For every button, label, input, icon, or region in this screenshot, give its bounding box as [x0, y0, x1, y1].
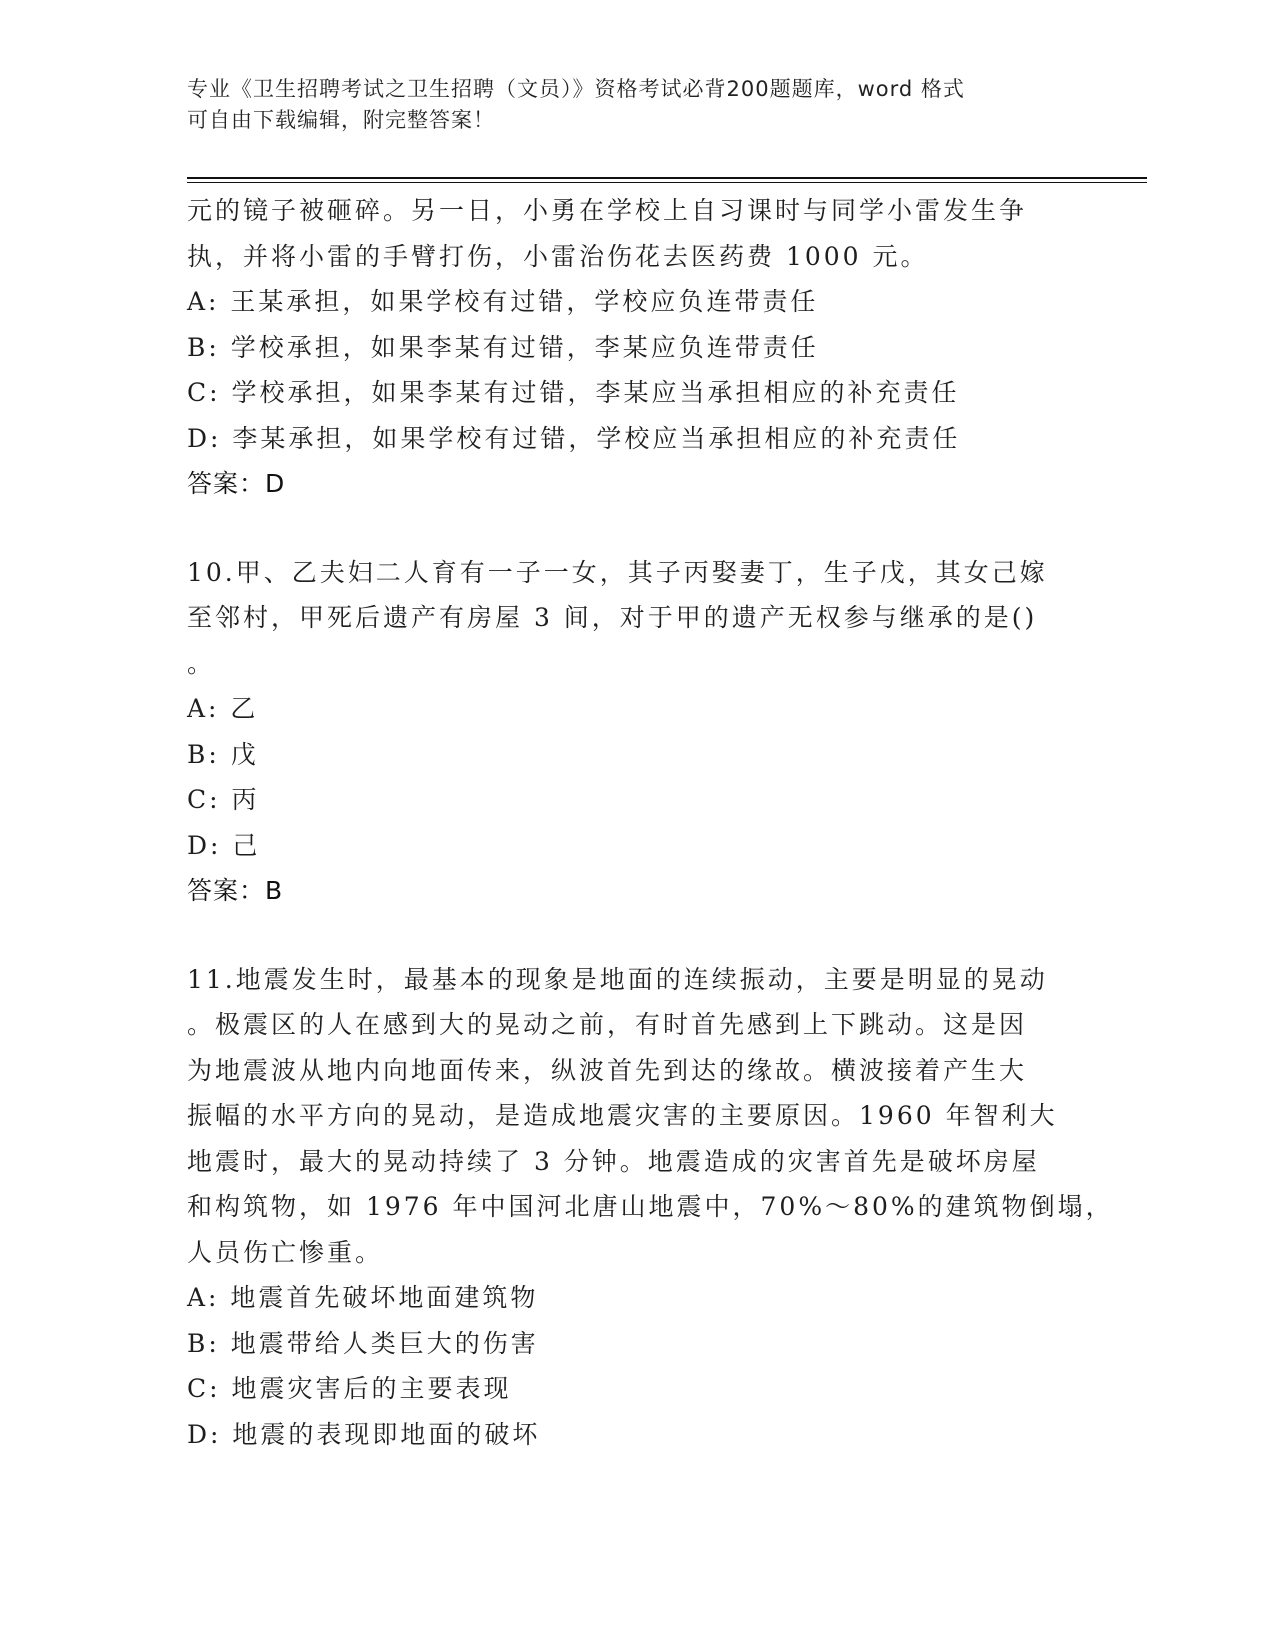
- answer-line: 答案：B: [187, 876, 284, 905]
- question-text-line: 人员伤亡惨重。: [187, 1237, 384, 1267]
- header-divider-thin: [187, 182, 1147, 183]
- question-text-line: 。: [187, 648, 216, 678]
- spacer: [187, 507, 1087, 550]
- option-b: B: 学校承担，如果李某有过错，李某应负连带责任: [187, 332, 819, 362]
- option-b: B: 戊: [187, 739, 259, 769]
- question-text-line: 为地震波从地内向地面传来，纵波首先到达的缘故。横波接着产生大: [187, 1055, 1028, 1085]
- header-divider-thick: [187, 177, 1147, 179]
- option-b: B: 地震带给人类巨大的伤害: [187, 1328, 539, 1358]
- question-9-continued: [187, 188, 1087, 507]
- question-text-line: 振幅的水平方向的晃动，是造成地震灾害的主要原因。1960 年智利大: [187, 1101, 1058, 1130]
- document-header: [187, 74, 1067, 136]
- answer-line: 答案：D: [187, 469, 286, 498]
- question-text-line: 地震时，最大的晃动持续了 3 分钟。地震造成的灾害首先是破坏房屋: [187, 1146, 1040, 1176]
- option-d: D: 地震的表现即地面的破坏: [187, 1419, 541, 1449]
- option-c: C: 学校承担，如果李某有过错，李某应当承担相应的补充责任: [187, 378, 960, 407]
- option-a: A: 乙: [187, 694, 259, 723]
- option-a: A: 地震首先破坏地面建筑物: [187, 1283, 539, 1312]
- header-line-2: 可自由下载编辑，附完整答案！: [187, 108, 495, 132]
- option-c: C: 丙: [187, 785, 260, 814]
- option-c: C: 地震灾害后的主要表现: [187, 1374, 512, 1403]
- option-a: A: 王某承担，如果学校有过错，学校应负连带责任: [187, 287, 819, 316]
- question-11: [187, 957, 1114, 1458]
- question-text-line: 11.地震发生时，最基本的现象是地面的连续振动，主要是明显的晃动: [187, 964, 1048, 994]
- question-text-line: 和构筑物，如 1976 年中国河北唐山地震中，70%～80%的建筑物倒塌，: [187, 1192, 1114, 1221]
- question-text-line: 。极震区的人在感到大的晃动之前，有时首先感到上下跳动。这是因: [187, 1010, 1028, 1039]
- option-d: D: 李某承担，如果学校有过错，学校应当承担相应的补充责任: [187, 423, 961, 453]
- document-body: [187, 188, 1114, 1457]
- question-text-line: 10.甲、乙夫妇二人育有一子一女，其子丙娶妻丁，生子戊，其女己嫁: [187, 557, 1048, 587]
- question-text-line: 执，并将小雷的手臂打伤，小雷治伤花去医药费 1000 元。: [187, 241, 929, 271]
- spacer: [187, 914, 1087, 957]
- question-10: [187, 550, 1087, 914]
- question-text-line: 至邻村，甲死后遗产有房屋 3 间，对于甲的遗产无权参与继承的是(): [187, 603, 1038, 632]
- header-line-1: 专业《卫生招聘考试之卫生招聘（文员）》资格考试必背200题题库，word 格式: [187, 77, 965, 101]
- question-text-line: 元的镜子被砸碎。另一日，小勇在学校上自习课时与同学小雷发生争: [187, 196, 1028, 225]
- option-d: D: 己: [187, 830, 261, 860]
